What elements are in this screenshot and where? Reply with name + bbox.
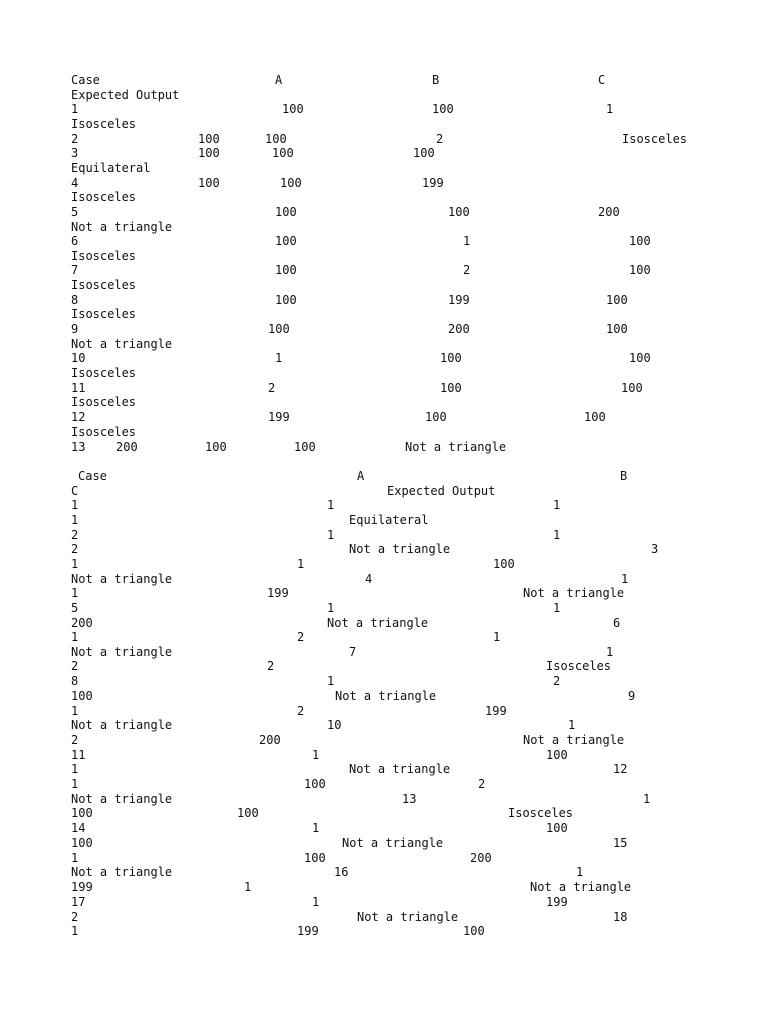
cell: 2 [71,910,79,924]
cell: 1 [71,924,79,938]
cell: 2 [71,733,79,747]
cell: 1 [297,557,305,571]
cell: 1 [568,718,576,732]
cell: 100 [280,176,302,190]
cell: C [71,484,79,498]
cell: 6 [71,234,79,248]
cell: Isosceles [71,190,137,204]
cell: 2 [297,630,305,644]
cell: 5 [71,205,79,219]
cell: 13 [402,792,417,806]
cell: 1 [71,498,79,512]
cell: 1 [621,572,629,586]
cell: 100 [606,322,628,336]
cell: Not a triangle [357,910,459,924]
cell: 100 [282,102,304,116]
cell: 1 [71,557,79,571]
cell: 100 [268,322,290,336]
cell: Not a triangle [71,718,173,732]
cell: Isosceles [508,806,574,820]
cell: 200 [448,322,470,336]
cell: 1 [553,528,561,542]
header-b: B [432,73,440,87]
cell: 18 [613,910,628,924]
cell: 2 [267,659,275,673]
cell: 2 [297,704,305,718]
header-a: A [275,73,283,87]
cell: 2 [478,777,486,791]
cell: 12 [613,762,628,776]
cell: 1 [71,513,79,527]
cell: 100 [606,293,628,307]
cell: 199 [267,586,289,600]
cell: 100 [71,689,93,703]
cell: 10 [327,718,342,732]
cell: 3 [651,542,659,556]
cell: 8 [71,674,79,688]
header-c: C [598,73,606,87]
cell: Isosceles [71,117,137,131]
cell: 199 [422,176,444,190]
cell: 1 [327,528,335,542]
cell: 100 [198,132,220,146]
cell: Not a triangle [71,220,173,234]
cell: Isosceles [546,659,612,673]
cell: Isosceles [71,366,137,380]
cell: 2 [71,132,79,146]
cell: Not a triangle [71,865,173,879]
cell: Not a triangle [523,586,625,600]
cell: Not a triangle [405,440,507,454]
header-a: A [357,469,365,483]
cell: Not a triangle [349,542,451,556]
cell: Not a triangle [342,836,444,850]
cell: 1 [71,586,79,600]
cell: 100 [425,410,447,424]
cell: 100 [294,440,316,454]
cell: Not a triangle [71,645,173,659]
cell: 2 [268,381,276,395]
cell: 100 [71,806,93,820]
cell: 13 [71,440,86,454]
cell: Not a triangle [523,733,625,747]
cell: 11 [71,381,86,395]
cell: 1 [71,704,79,718]
cell: 6 [613,616,621,630]
cell: 1 [606,645,614,659]
cell: 4 [71,176,79,190]
cell: Not a triangle [349,762,451,776]
cell: 100 [237,806,259,820]
cell: 100 [629,263,651,277]
cell: 2 [71,528,79,542]
cell: 11 [71,748,86,762]
cell: 1 [71,851,79,865]
cell: 100 [304,851,326,865]
cell: 9 [628,689,636,703]
cell: Expected Output [387,484,496,498]
cell: 199 [448,293,470,307]
cell: Isosceles [71,425,137,439]
cell: 1 [312,895,320,909]
cell: 100 [440,351,462,365]
cell: 1 [576,865,584,879]
cell: 1 [312,748,320,762]
cell: 2 [436,132,444,146]
cell: 100 [205,440,227,454]
cell: Isosceles [71,307,137,321]
cell: Isosceles [71,278,137,292]
cell: 15 [613,836,628,850]
cell: 200 [116,440,138,454]
cell: 1 [327,674,335,688]
cell: 199 [485,704,507,718]
cell: 7 [71,263,79,277]
cell: 100 [265,132,287,146]
cell: 100 [440,381,462,395]
cell: 100 [198,146,220,160]
cell: 2 [71,542,79,556]
cell: 100 [71,836,93,850]
cell: 1 [463,234,471,248]
cell: 100 [584,410,606,424]
cell: 1 [606,102,614,116]
cell: 2 [553,674,561,688]
cell: 5 [71,601,79,615]
cell: 100 [629,234,651,248]
header-b: B [620,469,628,483]
cell: 12 [71,410,86,424]
cell: 16 [334,865,349,879]
cell: 1 [71,102,79,116]
cell: 1 [553,498,561,512]
cell: 100 [629,351,651,365]
cell: Not a triangle [327,616,429,630]
cell: 100 [198,176,220,190]
cell: Equilateral [71,161,151,175]
cell: Isosceles [71,395,137,409]
cell: 100 [272,146,294,160]
cell: 100 [275,263,297,277]
cell: 100 [304,777,326,791]
cell: 1 [71,762,79,776]
cell: 199 [546,895,568,909]
cell: 8 [71,293,79,307]
cell: Not a triangle [335,689,437,703]
cell: 199 [297,924,319,938]
cell: 200 [259,733,281,747]
cell: 199 [268,410,290,424]
cell: 1 [71,630,79,644]
header-expected-output: Expected Output [71,88,180,102]
cell: 100 [546,748,568,762]
header-case: Case [71,73,100,87]
cell: 10 [71,351,86,365]
cell: 1 [643,792,651,806]
cell: Not a triangle [530,880,632,894]
cell: 2 [71,659,79,673]
cell: 100 [448,205,470,219]
cell: Not a triangle [71,792,173,806]
cell: 100 [621,381,643,395]
cell: 200 [470,851,492,865]
cell: 100 [493,557,515,571]
cell: 1 [553,601,561,615]
cell: 4 [365,572,373,586]
cell: 1 [493,630,501,644]
cell: 100 [463,924,485,938]
cell: 100 [432,102,454,116]
cell: 17 [71,895,86,909]
cell: 1 [327,498,335,512]
cell: 100 [546,821,568,835]
cell: 2 [463,263,471,277]
cell: 1 [244,880,252,894]
cell: 200 [71,616,93,630]
header-case: Case [78,469,107,483]
cell: 14 [71,821,86,835]
cell: 200 [598,205,620,219]
cell: Isosceles [622,132,688,146]
cell: 100 [275,234,297,248]
cell: Not a triangle [71,337,173,351]
cell: 9 [71,322,79,336]
cell: 199 [71,880,93,894]
cell: Isosceles [71,249,137,263]
cell: 100 [275,293,297,307]
cell: 1 [275,351,283,365]
cell: 3 [71,146,79,160]
cell: 1 [71,777,79,791]
cell: 100 [413,146,435,160]
cell: 7 [349,645,357,659]
cell: Equilateral [349,513,429,527]
cell: 100 [275,205,297,219]
cell: Not a triangle [71,572,173,586]
cell: 1 [327,601,335,615]
cell: 1 [312,821,320,835]
